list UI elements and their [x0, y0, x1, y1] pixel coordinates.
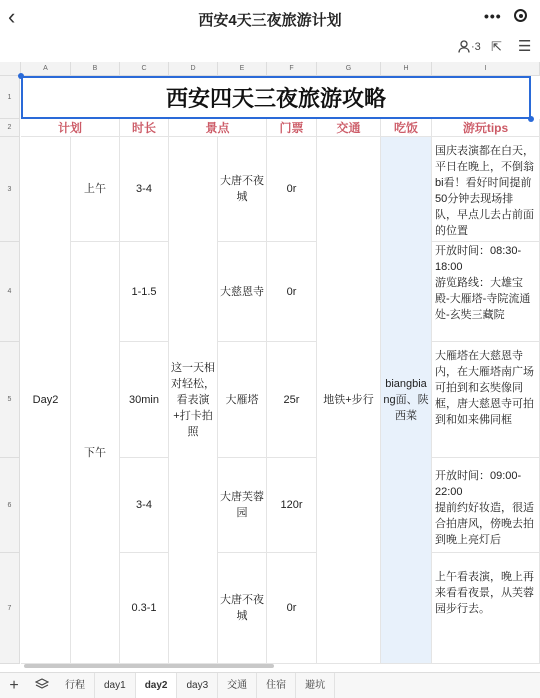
sheet-tab[interactable]: 交通: [218, 673, 257, 698]
sheet-title-cell[interactable]: 西安四天三夜旅游攻略: [21, 76, 531, 119]
horizontal-scrollbar[interactable]: [24, 664, 274, 668]
column-header-h[interactable]: H: [381, 62, 432, 76]
row-header-1[interactable]: 1: [0, 76, 20, 119]
tips-cell[interactable]: 开放时间：08:30-18:00 游览路线：大雄宝殿-大雁塔-寺院流通处-玄奘三藏院: [432, 242, 540, 342]
header-spot[interactable]: 景点: [169, 119, 267, 137]
spot-cell[interactable]: 大唐不夜城: [218, 137, 267, 242]
add-sheet-icon[interactable]: +: [9, 676, 19, 694]
spot-cell[interactable]: 大雁塔: [218, 342, 267, 458]
collaborators-button[interactable]: [458, 40, 481, 53]
duration-cell[interactable]: 3-4: [120, 458, 169, 553]
sheet-tab[interactable]: day3: [177, 673, 218, 698]
doc-toolbar: [0, 36, 540, 62]
afternoon-cell[interactable]: 下午: [71, 242, 120, 664]
sheet-tab-bar: [0, 672, 540, 698]
transport-cell[interactable]: 地铁+步行: [317, 137, 381, 664]
sheet-tab[interactable]: 避坑: [296, 673, 335, 698]
row-header-6[interactable]: 6: [0, 458, 20, 553]
column-header-a[interactable]: A: [21, 62, 71, 76]
column-header-d[interactable]: D: [169, 62, 218, 76]
tips-cell[interactable]: 大雁塔在大慈恩寺内，在大雁塔南广场可拍到和玄奘像同框，唐大慈恩寺可拍到和如来佛同框: [432, 342, 540, 458]
duration-cell[interactable]: 30min: [120, 342, 169, 458]
ticket-cell[interactable]: 0r: [267, 553, 317, 664]
row-header-7[interactable]: 7: [0, 553, 20, 664]
selection-handle-top-left[interactable]: [18, 73, 24, 79]
record-icon[interactable]: [514, 9, 527, 22]
spot-cell[interactable]: 大慈恩寺: [218, 242, 267, 342]
collaborator-count: ·3: [471, 40, 481, 53]
header-tips[interactable]: 游玩tips: [432, 119, 540, 137]
top-bar: [0, 0, 540, 36]
header-transport[interactable]: 交通: [317, 119, 381, 137]
doc-title: 西安4天三夜旅游计划: [198, 12, 342, 29]
row-header-3[interactable]: 3: [0, 137, 20, 242]
header-food[interactable]: 吃饭: [381, 119, 432, 137]
duration-cell[interactable]: 0.3-1: [120, 553, 169, 664]
column-header-c[interactable]: C: [120, 62, 169, 76]
tips-cell[interactable]: 开放时间：09:00-22:00 提前约好妆造，很适合拍唐风，傍晚去拍到晚上亮灯后: [432, 458, 540, 553]
column-header-b[interactable]: B: [71, 62, 120, 76]
duration-cell[interactable]: 1-1.5: [120, 242, 169, 342]
sheet-tab[interactable]: 住宿: [257, 673, 296, 698]
column-header-f[interactable]: F: [267, 62, 317, 76]
sheet-tab-active[interactable]: day2: [136, 673, 178, 698]
row-header-5[interactable]: 5: [0, 342, 20, 458]
day-cell[interactable]: Day2: [21, 137, 71, 664]
tips-cell[interactable]: 上午看表演，晚上再来看看夜景，从芙蓉园步行去。: [432, 553, 540, 664]
spot-cell[interactable]: 大唐芙蓉园: [218, 458, 267, 553]
sheet-tab[interactable]: 行程: [56, 673, 95, 698]
row-header-2[interactable]: 2: [0, 119, 20, 137]
day-note-cell[interactable]: 这一天相对轻松，看表演+打卡拍照: [169, 137, 218, 664]
back-icon[interactable]: ‹: [8, 4, 16, 29]
header-duration[interactable]: 时长: [120, 119, 169, 137]
more-icon[interactable]: •••: [484, 8, 502, 24]
food-cell[interactable]: biangbiang面、陕西菜: [381, 137, 432, 664]
header-ticket[interactable]: 门票: [267, 119, 317, 137]
duration-cell[interactable]: 3-4: [120, 137, 169, 242]
menu-icon[interactable]: ☰: [518, 38, 532, 55]
tips-cell[interactable]: 国庆表演都在白天，平日在晚上，不倒翁bi看！看好时间提前50分钟去现场排队，早点儿去占前面的位置: [432, 137, 540, 242]
spot-cell[interactable]: 大唐不夜城: [218, 553, 267, 664]
column-header-g[interactable]: G: [317, 62, 381, 76]
column-header-i[interactable]: I: [432, 62, 540, 76]
morning-cell[interactable]: 上午: [71, 137, 120, 242]
column-header-e[interactable]: E: [218, 62, 267, 76]
header-plan[interactable]: 计划: [21, 119, 120, 137]
share-icon[interactable]: ⇱: [491, 39, 502, 54]
ticket-cell[interactable]: 0r: [267, 242, 317, 342]
person-icon: [458, 40, 470, 53]
sheet-tab[interactable]: day1: [95, 673, 136, 698]
row-header-4[interactable]: 4: [0, 242, 20, 342]
ticket-cell[interactable]: 25r: [267, 342, 317, 458]
ticket-cell[interactable]: 0r: [267, 137, 317, 242]
layers-icon[interactable]: [28, 678, 56, 693]
ticket-cell[interactable]: 120r: [267, 458, 317, 553]
